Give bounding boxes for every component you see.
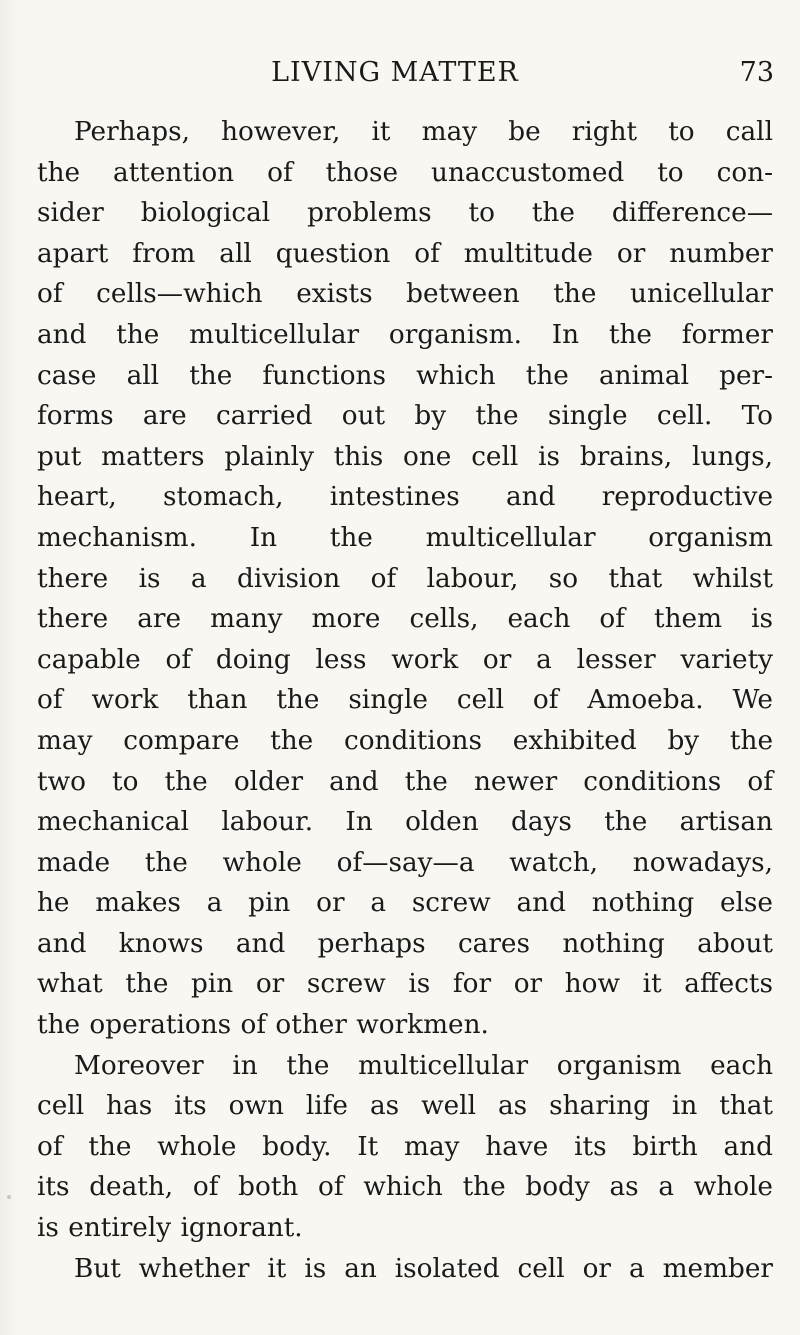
text-line: and knows and perhaps cares nothing about [37, 928, 773, 959]
text-line: is entirely ignorant. [37, 1213, 303, 1244]
text-line: heart, stomach, intestines and reproductive [37, 482, 773, 513]
text-line: he makes a pin or a screw and nothing else [37, 888, 773, 919]
text-line: its death, of both of which the body as a whole [37, 1172, 773, 1203]
text-line: there are many more cells, each of them is [37, 604, 773, 635]
text-line: mechanism. In the multicellular organism [37, 522, 773, 553]
text-line: cell has its own life as well as sharing in that [37, 1091, 773, 1122]
text-line: apart from all question of multitude or number [37, 238, 773, 269]
text-line: two to the older and the newer conditions of [37, 766, 773, 797]
text-line: Moreover in the multicellular organism each [74, 1050, 773, 1081]
text-line: the attention of those unaccustomed to con- [37, 157, 773, 188]
text-line: Perhaps, however, it may be right to call [74, 117, 773, 147]
text-line: what the pin or screw is for or how it affects [37, 969, 773, 1000]
text-line: put matters plainly this one cell is brains, lungs, [37, 441, 773, 472]
text-line: But whether it is an isolated cell or a member [74, 1253, 773, 1284]
text-line: capable of doing less work or a lesser variety [37, 644, 773, 675]
text-line: may compare the conditions exhibited by the [37, 725, 773, 756]
text-line: sider biological problems to the difference— [37, 198, 773, 229]
running-header: LIVING MATTER [271, 57, 519, 88]
text-line: case all the functions which the animal per- [37, 360, 773, 391]
text-line: mechanical labour. In olden days the artisan [37, 807, 773, 838]
text-line: of the whole body. It may have its birth and [37, 1131, 773, 1162]
page-number: 73 [739, 57, 774, 88]
text-line: of cells—which exists between the unicellular [37, 279, 773, 310]
text-line: forms are carried out by the single cell. To [37, 401, 773, 432]
body-text [37, 112, 773, 1289]
text-line: there is a division of labour, so that whilst [37, 563, 773, 594]
text-line: made the whole of—say—a watch, nowadays, [37, 847, 773, 878]
page-speck [7, 1195, 11, 1199]
text-line: and the multicellular organism. In the former [37, 319, 773, 350]
text-line: the operations of other workmen. [37, 1010, 489, 1041]
text-line: of work than the single cell of Amoeba. We [37, 685, 773, 716]
